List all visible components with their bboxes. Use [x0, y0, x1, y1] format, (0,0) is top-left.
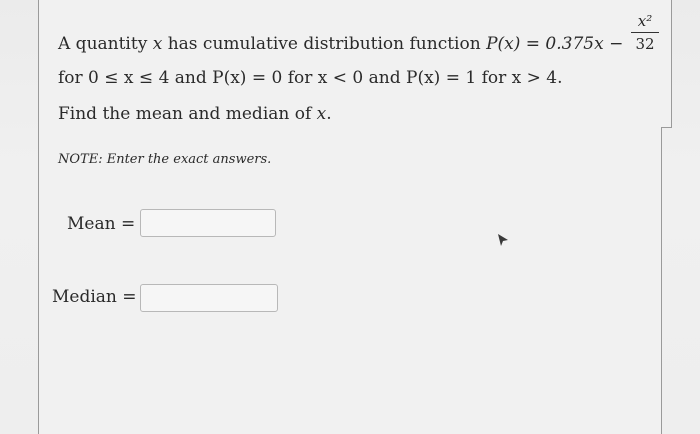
median-label: Median = — [52, 287, 137, 307]
question-text: A quantity — [58, 34, 148, 54]
question-box — [38, 0, 672, 128]
mean-label: Mean = — [67, 214, 136, 234]
answer-panel — [38, 127, 662, 434]
fraction-numerator: x² — [637, 12, 653, 30]
math-variable: x — [152, 34, 163, 54]
median-input[interactable] — [140, 284, 278, 312]
question-text: for 0 ≤ x ≤ 4 and P(x) = 0 for x < 0 and P(x) = 1 for x > 4. — [58, 68, 563, 88]
mean-input[interactable] — [140, 209, 276, 237]
fraction-denominator: 32 — [635, 35, 655, 53]
fraction-bar — [631, 32, 659, 33]
cdf-expression: P(x) = 0.375x − — [486, 34, 624, 54]
question-line-2 — [58, 68, 562, 88]
fraction — [631, 12, 659, 53]
question-text: has cumulative distribution function — [167, 34, 481, 54]
question-line-3 — [58, 104, 332, 124]
question-text: . — [326, 104, 332, 124]
note-text: NOTE: Enter the exact answers. — [58, 152, 272, 167]
question-line-1 — [58, 34, 623, 54]
math-variable: x — [316, 104, 327, 124]
question-text: Find the mean and median of — [58, 104, 312, 124]
mouse-cursor-icon — [496, 233, 510, 247]
